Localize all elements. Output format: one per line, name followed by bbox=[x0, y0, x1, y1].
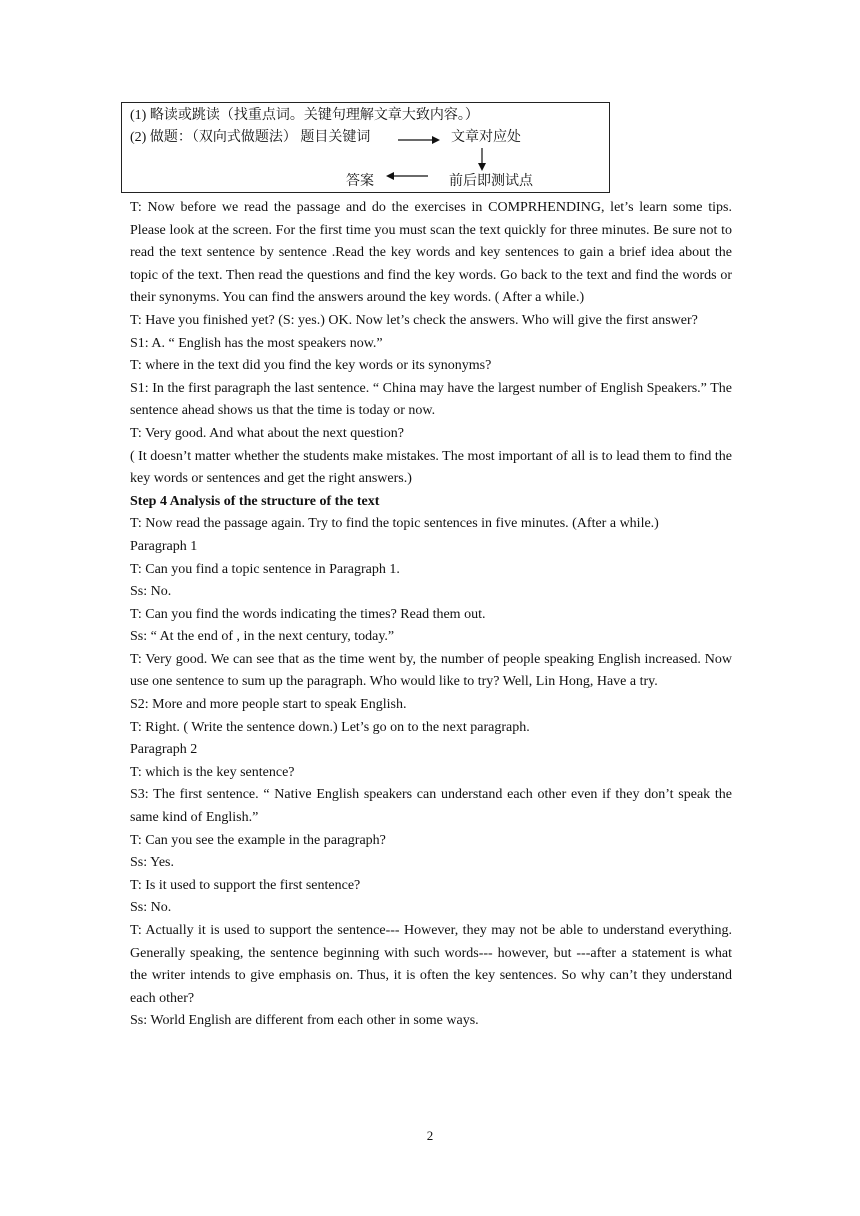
document-body bbox=[130, 197, 732, 1033]
tip-box bbox=[121, 102, 610, 193]
page-number: 2 bbox=[426, 1128, 434, 1143]
section-heading: Step 4 Analysis of the structure of the text bbox=[130, 493, 380, 509]
paragraph: ( It doesn’t matter whether the students make mistakes. The most important of all is to lead them to find the key words or sentences and get the right answers.) bbox=[130, 448, 732, 487]
paragraph: S1: In the first paragraph the last sentence. “ China may have the largest number of English Speakers.” The sentence ahead shows us that the time is today or now. bbox=[130, 380, 732, 419]
paragraph: T: Very good. We can see that as the time went by, the number of people speaking English increased. Now use one sentence to sum up the paragraph. Who would like to try? Well, Lin Hong, Have a try. bbox=[130, 651, 732, 690]
paragraph: T: Can you see the example in the paragraph? bbox=[130, 832, 386, 848]
paragraph: Ss: No. bbox=[130, 584, 172, 600]
paragraph: T: Can you find a topic sentence in Paragraph 1. bbox=[130, 561, 400, 577]
tip-line-2: (2) 做题：（双向式做题法） 题目关键词 bbox=[130, 130, 371, 145]
paragraph: Ss: World English are different from each other in some ways. bbox=[130, 1013, 479, 1029]
paragraph: T: Now read the passage again. Try to find the topic sentences in five minutes. (After a while.) bbox=[130, 516, 659, 532]
arrow-left-icon bbox=[386, 171, 428, 181]
paragraph: Ss: Yes. bbox=[130, 855, 174, 871]
tip-line-1: (1) 略读或跳读（找重点词。关键句理解文章大致内容。） bbox=[130, 108, 479, 123]
paragraph: T: Very good. And what about the next question? bbox=[130, 425, 404, 441]
paragraph: T: Now before we read the passage and do the exercises in COMPRHENDING, let’s learn some tips. Please look at the screen. For the first time you must scan the text quickly for three minutes. Be sure not to read the text sentence by sentence .Read the key words and key sentences to gain a brief idea about the topic of the text. Then read the questions and find the key words. Go back to the text and find the words or their synonyms. You can find the answers around the key words. ( After a while.) bbox=[130, 200, 732, 306]
paragraph: T: which is the key sentence? bbox=[130, 764, 295, 780]
paragraph: T: Actually it is used to support the sentence--- However, they may not be able to understand everything. Generally speaking, the sentence beginning with such words--- however, but ---after a statement is what the writer intends to give emphasis on. Thus, it is often the key sentences. So why can’t they understand each other? bbox=[130, 923, 732, 1006]
paragraph: T: Right. ( Write the sentence down.) Let’s go on to the next paragraph. bbox=[130, 719, 530, 735]
tip-test-point-text: 前后即测试点 bbox=[449, 174, 533, 189]
tip-answer-text: 答案 bbox=[346, 174, 374, 189]
paragraph: S2: More and more people start to speak English. bbox=[130, 697, 407, 713]
paragraph: T: Can you find the words indicating the times? Read them out. bbox=[130, 606, 486, 622]
tip-target-text: 文章对应处 bbox=[451, 130, 521, 145]
arrow-down-icon bbox=[477, 148, 487, 172]
paragraph: T: where in the text did you find the key words or its synonyms? bbox=[130, 358, 492, 374]
paragraph: T: Have you finished yet? (S: yes.) OK. Now let’s check the answers. Who will give the first answer? bbox=[130, 312, 698, 328]
paragraph: S3: The first sentence. “ Native English speakers can understand each other even if they don’t speak the same kind of English.” bbox=[130, 787, 732, 826]
paragraph: Paragraph 2 bbox=[130, 742, 198, 758]
paragraph: Ss: “ At the end of , in the next century, today.” bbox=[130, 629, 395, 645]
paragraph: T: Is it used to support the first sentence? bbox=[130, 877, 361, 893]
arrow-right-icon bbox=[398, 135, 440, 145]
paragraph: S1: A. “ English has the most speakers now.” bbox=[130, 335, 383, 351]
paragraph: Paragraph 1 bbox=[130, 538, 198, 554]
paragraph: Ss: No. bbox=[130, 900, 172, 916]
